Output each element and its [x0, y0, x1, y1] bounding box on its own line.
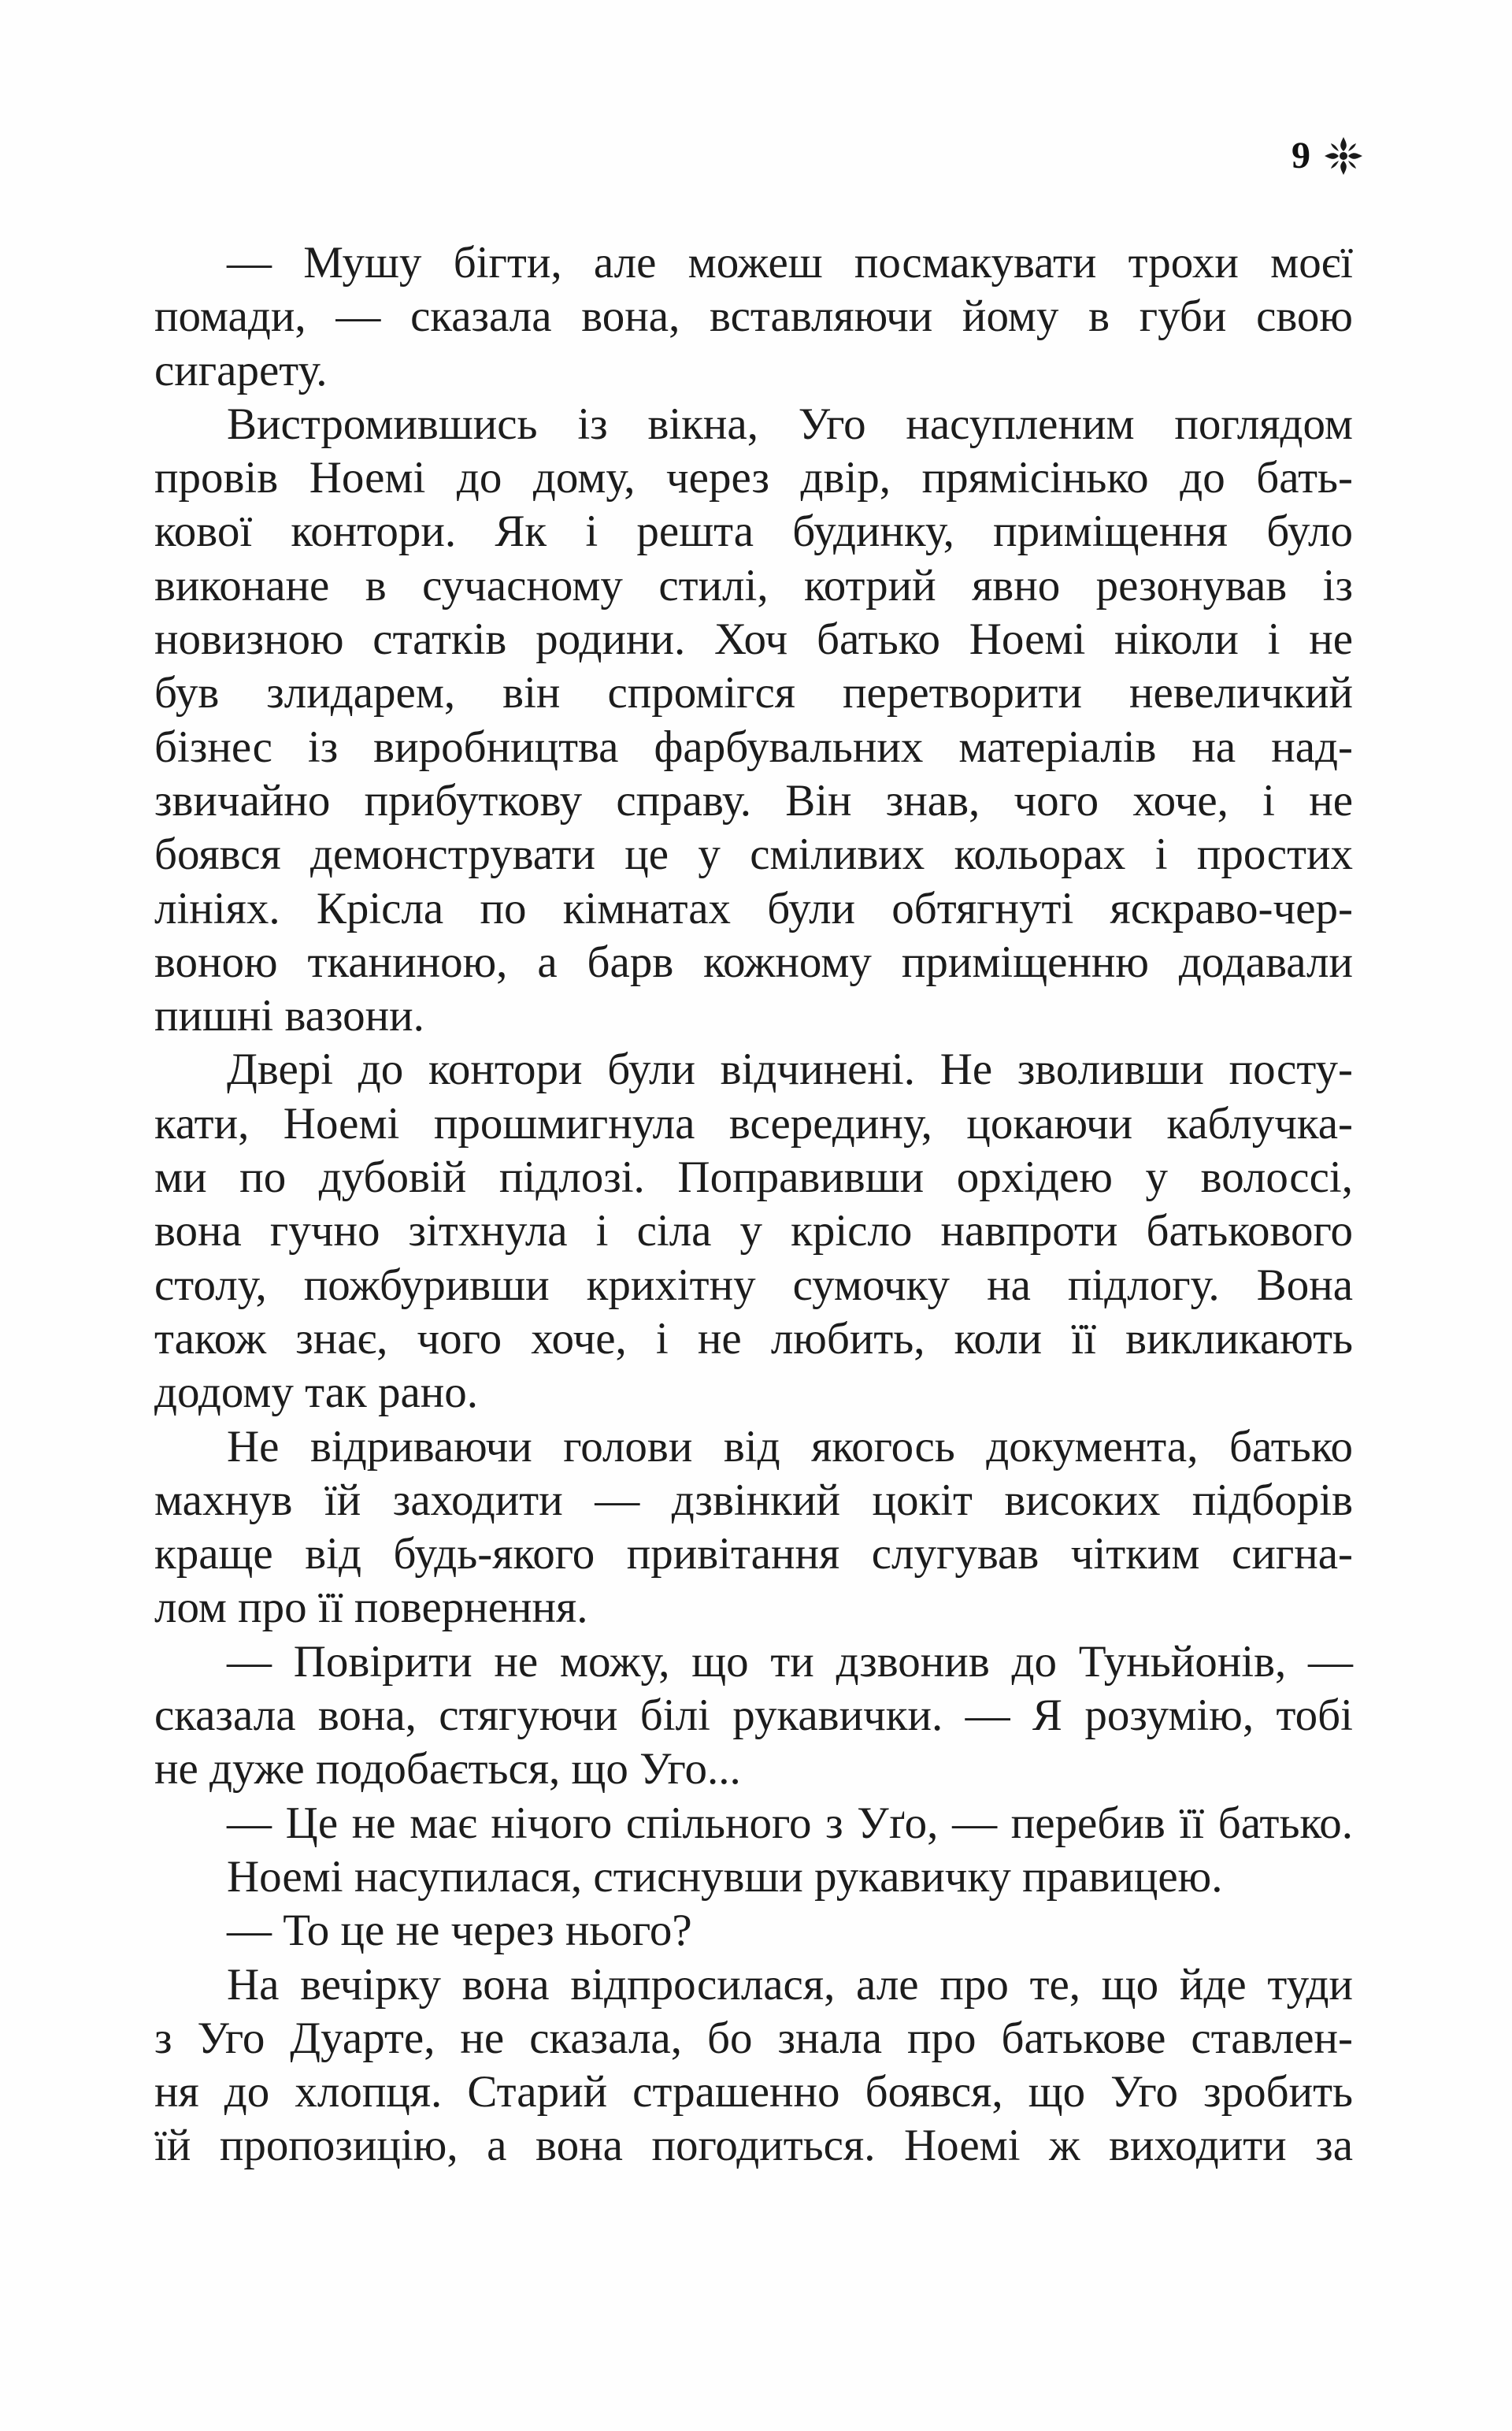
text-line: з Уго Дуарте, не сказала, бо знала про батькове ставлен-: [154, 2013, 1353, 2063]
text-line: лом про її повернення.: [154, 1583, 588, 1633]
text-line: був злидарем, він спромігся перетворити невеличкий: [154, 668, 1353, 718]
paragraph: [154, 1958, 1353, 2173]
text-line: ня до хлопця. Старий страшенно боявся, що Уго зробить: [154, 2067, 1353, 2117]
paragraph: [154, 1850, 1353, 1904]
text-line: Двері до контори були відчинені. Не зволивши посту-: [227, 1045, 1353, 1095]
text-line: вона гучно зітхнула і сіла у крісло навпроти батькового: [154, 1206, 1353, 1256]
text-line: новизною статків родини. Хоч батько Ноемі ніколи і не: [154, 614, 1353, 665]
paragraph: [154, 398, 1353, 1044]
text-line: кової контори. Як і решта будинку, приміщення було: [154, 507, 1353, 557]
page-header: [1292, 134, 1366, 178]
text-line: махнув їй заходити — дзвінкий цокіт високих підборів: [154, 1475, 1353, 1525]
text-line: додому так рано.: [154, 1368, 478, 1418]
text-line: Вистромившись із вікна, Уго насупленим поглядом: [227, 399, 1353, 449]
text-line: — То це не через нього?: [227, 1906, 692, 1956]
text-line: — Повірити не можу, що ти дзвонив до Туньйонів, —: [227, 1636, 1353, 1687]
text-line: їй пропозицію, а вона погодиться. Ноемі ж виходити за: [154, 2121, 1353, 2171]
text-line: кати, Ноемі прошмигнула всередину, цокаючи каблучка-: [154, 1098, 1353, 1149]
text-line: Ноемі насупилася, стиснувши рукавичку правицею.: [227, 1851, 1223, 1902]
text-line: воною тканиною, а барв кожному приміщенню додавали: [154, 937, 1353, 987]
text-line: сказала вона, стягуючи білі рукавички. — Я розумію, тобі: [154, 1691, 1353, 1741]
text-line: помади, — сказала вона, вставляючи йому в губи свою: [154, 291, 1353, 342]
text-line: звичайно прибуткову справу. Він знав, чого хоче, і не: [154, 775, 1353, 826]
paragraph: [154, 1420, 1353, 1635]
text-line: ми по дубовій підлозі. Поправивши орхідею у волоссі,: [154, 1152, 1353, 1203]
text-line: також знає, чого хоче, і не любить, коли її викликають: [154, 1313, 1353, 1364]
text-line: — Це не має нічого спільного з Уґо, — перебив її батько.: [227, 1798, 1353, 1848]
text-line: сигарету.: [154, 345, 328, 395]
paragraph: [154, 1797, 1353, 1850]
text-line: не дуже подобається, що Уго...: [154, 1744, 741, 1794]
text-line: боявся демонструвати це у сміливих кольорах і простих: [154, 830, 1353, 880]
page-number: 9: [1292, 135, 1310, 176]
text-line: бізнес із виробництва фарбувальних матеріалів на над-: [154, 722, 1353, 772]
paragraph: [154, 1043, 1353, 1420]
text-line: На вечірку вона відпросилася, але про те, що йде туди: [227, 1959, 1353, 2010]
body-text: [154, 236, 1353, 2173]
text-line: — Мушу бігти, але можеш посмакувати трохи моєї: [227, 238, 1353, 288]
text-line: пишні вазони.: [154, 991, 424, 1041]
text-line: Не відриваючи голови від якогось документа, батько: [227, 1421, 1353, 1472]
text-line: провів Ноемі до дому, через двір, прямісінько до бать-: [154, 453, 1353, 503]
paragraph: [154, 1904, 1353, 1958]
paragraph: [154, 1635, 1353, 1797]
text-line: лініях. Крісла по кімнатах були обтягнуті яскраво-чер-: [154, 883, 1353, 933]
text-line: виконане в сучасному стилі, котрий явно резонував із: [154, 560, 1353, 611]
paragraph: [154, 236, 1353, 398]
text-line: столу, пожбуривши крихітну сумочку на підлогу. Вона: [154, 1260, 1353, 1310]
text-line: краще від будь-якого привітання слугував чітким сигна-: [154, 1529, 1353, 1579]
fleuron-ornament-icon: [1321, 134, 1366, 178]
